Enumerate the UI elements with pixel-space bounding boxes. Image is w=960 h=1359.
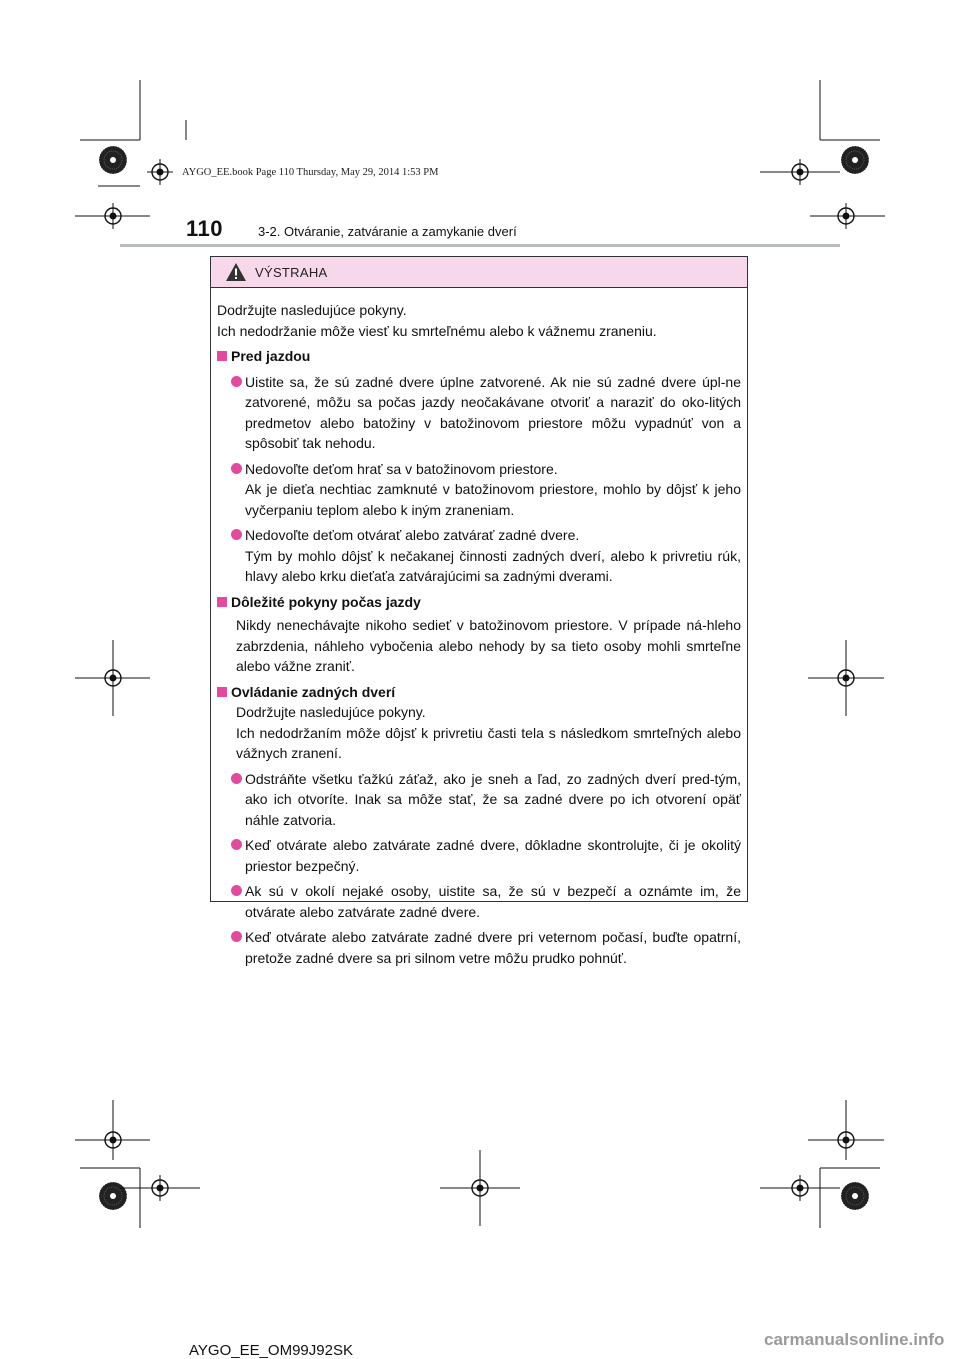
warning-intro-line: Ich nedodržanie môže viesť ku smrteľnému alebo k vážnemu zraneniu. <box>217 322 657 339</box>
section-title: 3-2. Otváranie, zatváranie a zamykanie dverí <box>258 224 517 239</box>
section-heading <box>217 592 741 613</box>
warning-intro-line: Dodržujte nasledujúce pokyny. <box>217 302 407 318</box>
list-item-text: Keď otvárate alebo zatvárate zadné dvere, dôkladne skontrolujte, či je okolitý priestor bezpečný. <box>245 837 741 874</box>
section-heading <box>217 346 741 367</box>
watermark: carmanualsonline.info <box>764 1330 945 1349</box>
list-item-text: Odstráňte všetku ťažkú záťaž, ako je sneh a ľad, zo zadných dverí pred-tým, ako ich otvoríte. Inak sa môže stať, že sa zadné dvere po ich otvorení opäť náhle zatvoria. <box>245 770 741 828</box>
square-bullet-icon <box>217 687 227 697</box>
list-item <box>217 881 741 922</box>
list-item <box>217 459 741 521</box>
warning-triangle-icon <box>225 262 247 282</box>
section-heading-text: Dôležité pokyny počas jazdy <box>231 593 421 610</box>
section-text: Ich nedodržaním môže dôjsť k privretiu časti tela s následkom smrteľných alebo vážnych zranení. <box>236 724 741 761</box>
list-item-text: Ak sú v okolí nejaké osoby, uistite sa, že sú v bezpečí a oznámte im, že otvárate alebo zatvárate zadné dvere. <box>245 883 741 920</box>
list-item <box>217 769 741 831</box>
section-heading-text: Pred jazdou <box>231 348 311 364</box>
circle-bullet-icon <box>231 463 242 474</box>
square-bullet-icon <box>217 597 227 607</box>
section-text: Dodržujte nasledujúce pokyny. <box>236 704 426 720</box>
square-bullet-icon <box>217 351 227 361</box>
section-text: Nikdy nenechávajte nikoho sedieť v batožinovom priestore. V prípade ná-hleho zabrzdenia, náhleho vybočenia alebo nehody by sa tieto osoby mohli smrteľne alebo vážne zraniť. <box>236 617 741 674</box>
circle-bullet-icon <box>231 529 242 540</box>
list-item-text: Uistite sa, že sú zadné dvere úplne zatvorené. Ak nie sú zadné dvere úpl-ne zatvorené, môžu sa počas jazdy neočakávane otvoriť a naraziť do oko-litých predmetov alebo batožiny v batožinovom priestore môžu vypadnúť von a spôsobiť tak nehodu. <box>245 373 741 451</box>
list-item-text: Ak je dieťa nechtiac zamknuté v batožinovom priestore, mohlo by dôjsť k jeho vyčerpaniu teplom alebo k iným zraneniam. <box>245 481 741 518</box>
circle-bullet-icon <box>231 885 242 896</box>
circle-bullet-icon <box>231 773 242 784</box>
list-item-text: Nedovoľte deťom hrať sa v batožinovom priestore. <box>245 460 558 477</box>
list-item <box>217 372 741 454</box>
warning-title: VÝSTRAHA <box>255 264 328 280</box>
warning-box <box>210 256 748 966</box>
list-item-text: Nedovoľte deťom otvárať alebo zatvárať zadné dvere. <box>245 527 580 543</box>
list-item-text: Keď otvárate alebo zatvárate zadné dvere pri veternom počasí, buďte opatrní, pretože zadné dvere sa pri silnom vetre môžu prudko pohnúť. <box>245 929 741 966</box>
list-item <box>217 835 741 876</box>
list-item <box>217 525 741 587</box>
warning-header <box>211 257 747 288</box>
footer-code: AYGO_EE_OM99J92SK <box>189 1342 353 1359</box>
header-rule <box>120 244 840 247</box>
book-info: AYGO_EE.book Page 110 Thursday, May 29, 2014 1:53 PM <box>182 167 439 178</box>
section-heading-text: Ovládanie zadných dverí <box>231 683 396 700</box>
circle-bullet-icon <box>231 839 242 850</box>
section-heading <box>217 682 741 703</box>
circle-bullet-icon <box>231 376 242 387</box>
warning-body <box>211 288 747 968</box>
list-item <box>217 927 741 968</box>
page-number: 110 <box>186 216 223 241</box>
list-item-text: Tým by mohlo dôjsť k nečakanej činnosti zadných dverí, alebo k privretiu rúk, hlavy alebo krku dieťaťa zatvárajúcimi sa zadnými dverami. <box>245 547 741 584</box>
circle-bullet-icon <box>231 931 242 942</box>
